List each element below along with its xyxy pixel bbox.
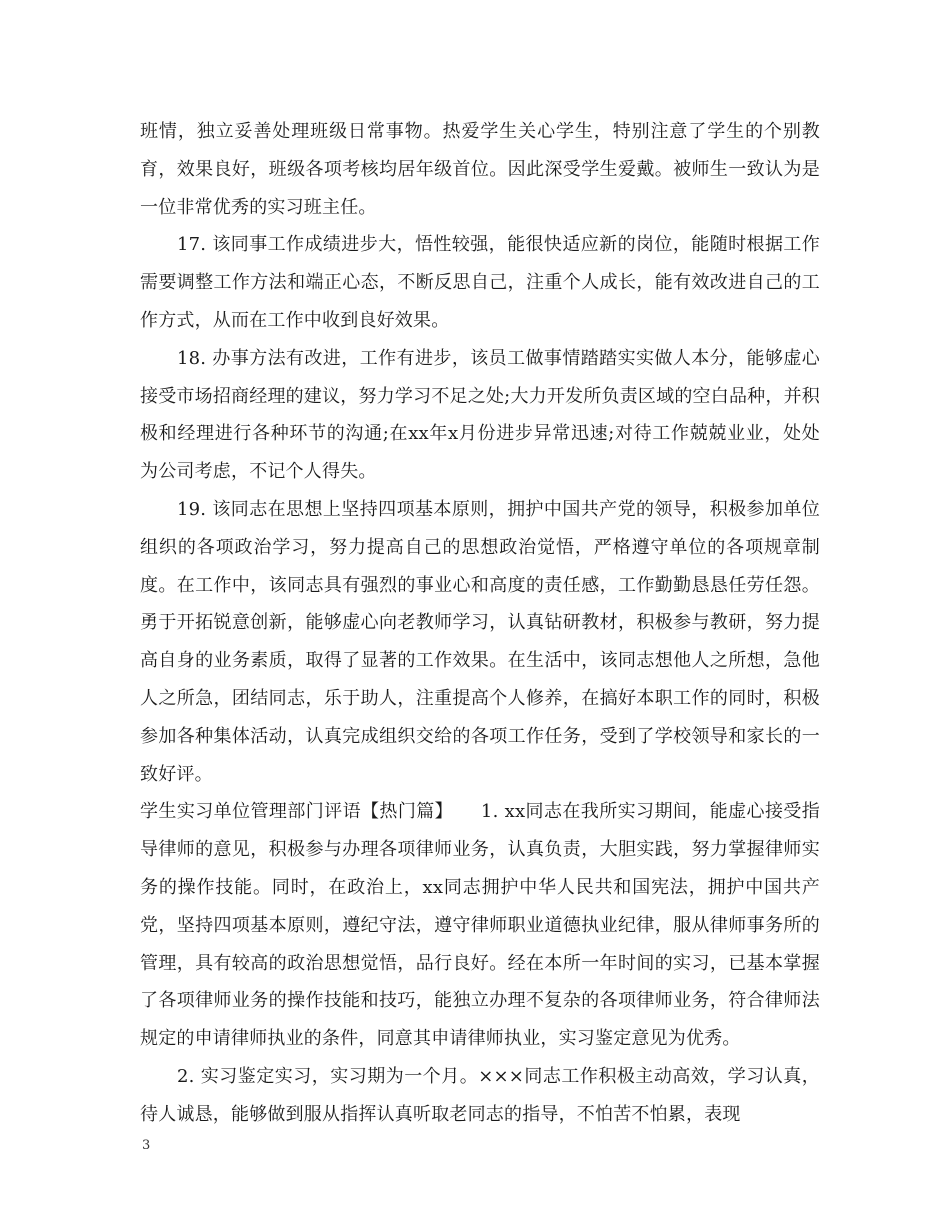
page-number: 3	[142, 1138, 151, 1153]
paragraph-18: 18. 办事方法有改进，工作有进步，该员工做事情踏踏实实做人本分，能够虚心接受市场招商经理的建议，努力学习不足之处;大力开发所负责区域的空白品种，并积极和经理进行各种环节的沟通;在xx年x月份进步异常迅速;对待工作兢兢业业，处处为公司考虑，不记个人得失。	[140, 347, 820, 483]
paragraph-16-continued: 班情，独立妥善处理班级日常事物。热爱学生关心学生，特别注意了学生的个别教育，效果良好，班级各项考核均居年级首位。因此深受学生爱戴。被师生一致认为是一位非常优秀的实习班主任。	[140, 121, 820, 218]
document-body	[140, 113, 820, 1134]
paragraph-19: 19. 该同志在思想上坚持四项基本原则，拥护中国共产党的领导，积极参加单位组织的各项政治学习，努力提高自己的思想政治觉悟，严格遵守单位的各项规章制度。在工作中，该同志具有强烈的事业心和高度的责任感，工作勤勤恳恳任劳任怨。勇于开拓锐意创新，能够虚心向老教师学习，认真钻研教材，积极参与教研，努力提高自身的业务素质，取得了显著的工作效果。在生活中，该同志想他人之所想，急他人之所急，团结同志，乐于助人，注重提高个人修养，在搞好本职工作的同时，积极参加各种集体活动，认真完成组织交给的各项工作任务，受到了学校领导和家长的一致好评。	[140, 498, 820, 785]
section-heading-paragraph-1: 学生实习单位管理部门评语【热门篇】 1. xx同志在我所实习期间，能虚心接受指导律师的意见，积极参与办理各项律师业务，认真负责，大胆实践，努力掌握律师实务的操作技能。同时，在政治上，xx同志拥护中华人民共和国宪法，拥护中国共产党，坚持四项基本原则，遵纪守法，遵守律师职业道德执业纪律，服从律师事务所的管理，具有较高的政治思想觉悟，品行良好。经在本所一年时间的实习，已基本掌握了各项律师业务的操作技能和技巧，能独立办理不复杂的各项律师业务，符合律师法规定的申请律师执业的条件，同意其申请律师执业，实习鉴定意见为优秀。	[140, 801, 820, 1050]
paragraph-17: 17. 该同事工作成绩进步大，悟性较强，能很快适应新的岗位，能随时根据工作需要调整工作方法和端正心态，不断反思自己，注重个人成长，能有效改进自己的工作方式，从而在工作中收到良好效果。	[140, 234, 820, 331]
paragraph-2: 2. 实习鉴定实习，实习期为一个月。×××同志工作积极主动高效，学习认真，待人诚恳，能够做到服从指挥认真听取老同志的指导，不怕苦不怕累，表现	[140, 1065, 820, 1125]
